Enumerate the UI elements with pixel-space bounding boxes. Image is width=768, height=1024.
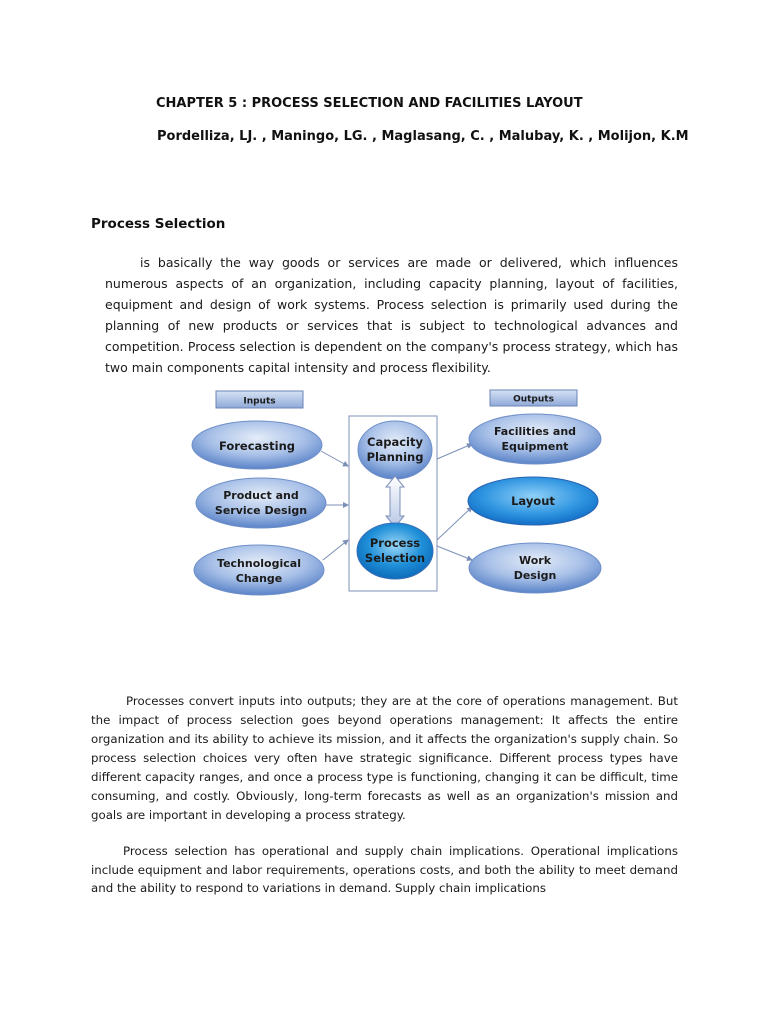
input-forecasting-label: Forecasting (218, 439, 296, 453)
inputs-label: Inputs (243, 396, 276, 407)
arrow-work-design (437, 546, 472, 560)
input-forecasting (192, 421, 322, 469)
process-selection-node (357, 523, 433, 579)
outputs-label: Outputs (513, 394, 554, 405)
output-facilities-label-line1: Facilities and (493, 425, 577, 438)
output-layout (468, 477, 598, 525)
output-work-label-line2: Design (513, 569, 557, 582)
capacity-label-line2: Planning (366, 450, 424, 464)
input-technological-change (194, 545, 324, 595)
output-facilities-equipment (469, 414, 601, 464)
paragraph-definition: is basically the way goods or services are made or delivered, which influences numerous aspects of an organization, including capacity planning, layout of facilities, equipment and design of work systems. Process selection is primarily used during the planning of new products or services that is subject to technological advances and competition. Process selection is dependent on the company's process strategy, which has two main components capital intensity and process flexibility. (105, 255, 678, 375)
capacity-label-line1: Capacity (367, 435, 423, 449)
input-product-label-line1: Product and (223, 489, 299, 502)
diagram-svg (185, 388, 610, 598)
inputs-label-box (216, 391, 303, 408)
output-layout-label: Layout (511, 494, 555, 508)
authors-line: Pordelliza, LJ. , Maningo, LG. , Maglasang, C. , Malubay, K. , Molijon, K.M (157, 129, 689, 144)
section-heading: Process Selection (91, 216, 226, 232)
output-work-label-line1: Work (518, 554, 552, 567)
capacity-planning-node (358, 421, 432, 479)
arrow-facilities (437, 444, 472, 459)
input-product-label-line2: Service Design (214, 504, 308, 517)
arrow-forecasting (321, 451, 348, 466)
arrow-technological (323, 540, 348, 560)
double-arrow (386, 476, 404, 527)
input-product-service-design (196, 478, 326, 528)
process-selection-diagram (185, 388, 610, 598)
input-tech-label-line1: Technological (217, 557, 301, 570)
process-label-line1: Process (369, 536, 421, 550)
chapter-title: CHAPTER 5 : PROCESS SELECTION AND FACILITIES LAYOUT (156, 96, 583, 111)
input-tech-label-line2: Change (235, 572, 283, 585)
output-facilities-label-line2: Equipment (501, 440, 569, 453)
output-work-design (469, 543, 601, 593)
paragraph-implications: Process selection has operational and supply chain implications. Operational implications include equipment and labor requirements, operations costs, and both the ability to meet demand and the ability to respond to variations in demand. Supply chain implications (91, 844, 678, 895)
outputs-label-box (490, 390, 577, 406)
paragraph-processes: Processes convert inputs into outputs; they are at the core of operations management. But the impact of process selection goes beyond operations management: It affects the entire organization and its ability to achieve its mission, and it affects the organization's supply chain. So process selection choices very often have strategic significance. Different process types have different capacity ranges, and once a process type is functioning, changing it can be difficult, time consuming, and costly. Obviously, long-term forecasts as well as an organization's mission and goals are important in developing a process strategy. (91, 694, 678, 822)
arrow-layout (437, 507, 472, 540)
process-label-line2: Selection (364, 551, 426, 565)
